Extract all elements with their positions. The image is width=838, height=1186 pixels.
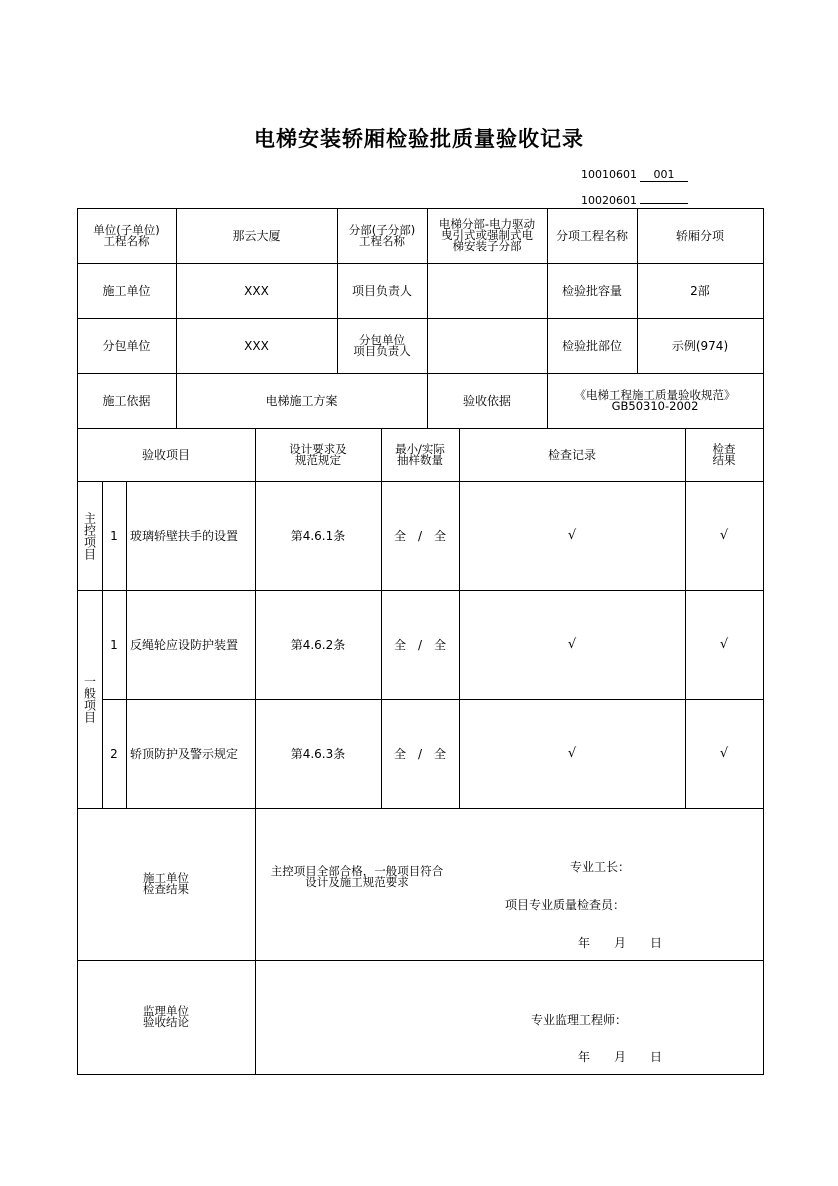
row-record: √	[567, 745, 577, 761]
unit-value: 那云大厦	[232, 228, 281, 243]
group-general-label: 一般项目	[82, 675, 97, 723]
row-name: 反绳轮应设防护装置	[130, 637, 239, 652]
subitem-value: 轿厢分项	[675, 228, 724, 243]
sub-pm-label: 分包单位 项目负责人	[353, 332, 411, 358]
row-name: 轿顶防护及警示规定	[130, 746, 239, 761]
row-name: 玻璃轿壁扶手的设置	[130, 528, 239, 543]
subcontractor-label: 分包单位	[102, 338, 151, 353]
unit-label: 单位(子单位) 工程名称	[93, 222, 160, 248]
header-result: 检查 结果	[712, 441, 736, 467]
division-value: 电梯分部-电力驱动 曳引式或强制式电 梯安装子分部	[438, 217, 536, 253]
supervisor-date: 年 月 日	[578, 1050, 663, 1064]
supervisor-engineer-label: 专业监理工程师：	[531, 1013, 628, 1027]
row-result: √	[719, 527, 729, 543]
row-spec: 第4.6.3条	[290, 746, 346, 761]
row-record: √	[567, 636, 577, 652]
contractor-check-conclusion: 主控项目全部合格，一般项目符合 设计及施工规范要求	[270, 864, 444, 889]
subcontractor-value: XXX	[244, 338, 269, 353]
group-general	[77, 590, 102, 808]
sub-pm-value	[427, 318, 547, 373]
row-spec: 第4.6.1条	[290, 528, 346, 543]
batch-location-value: 示例(974)	[671, 338, 729, 353]
page-title: 电梯安装轿厢检验批质量验收记录	[254, 126, 584, 151]
row-spec: 第4.6.2条	[290, 637, 346, 652]
code-1-suffix: 001	[640, 168, 688, 182]
code-line-2	[581, 190, 688, 207]
row-result: √	[719, 745, 729, 761]
inspector-label: 项目专业质量检查员：	[505, 898, 626, 912]
code-line-1	[581, 168, 688, 182]
group-main-label: 主控项目	[82, 511, 97, 560]
row-no: 2	[110, 746, 118, 761]
contractor-value: XXX	[244, 283, 269, 298]
code-2: 10020601	[581, 194, 637, 207]
row-sample: 全 / 全	[393, 528, 447, 543]
subitem-label: 分项工程名称	[555, 228, 628, 243]
division-label: 分部(子分部) 工程名称	[348, 222, 416, 248]
row-result: √	[719, 636, 729, 652]
header-record: 检查记录	[547, 447, 596, 462]
row-sample: 全 / 全	[393, 746, 447, 761]
row-sample: 全 / 全	[393, 637, 447, 652]
code-1: 10010601	[581, 168, 637, 181]
group-main	[77, 481, 102, 590]
foreman-label: 专业工长：	[570, 860, 631, 874]
code-2-suffix	[640, 190, 688, 204]
row-no: 1	[110, 637, 118, 652]
header-item: 验收项目	[141, 447, 190, 462]
supervisor-check-label: 监理单位 验收结论	[143, 1004, 189, 1029]
basis-label: 施工依据	[102, 393, 151, 408]
batch-location-label: 检验批部位	[561, 338, 622, 353]
contractor-check-label: 施工单位 检查结果	[143, 871, 189, 896]
contractor-date: 年 月 日	[578, 936, 663, 950]
acceptance-basis-value: 《电梯工程施工质量验收规范》 GB50310-2002	[574, 387, 736, 413]
batch-capacity-label: 检验批容量	[561, 283, 622, 298]
pm-value	[427, 263, 547, 318]
contractor-label: 施工单位	[102, 283, 151, 298]
header-spec: 设计要求及 规范规定	[289, 441, 347, 467]
header-sample: 最小/实际 抽样数量	[395, 441, 445, 467]
batch-capacity-value: 2部	[690, 283, 710, 298]
row-no: 1	[110, 528, 118, 543]
acceptance-basis-label: 验收依据	[462, 393, 511, 408]
pm-label: 项目负责人	[351, 283, 412, 298]
basis-value: 电梯施工方案	[265, 393, 338, 408]
row-record: √	[567, 527, 577, 543]
